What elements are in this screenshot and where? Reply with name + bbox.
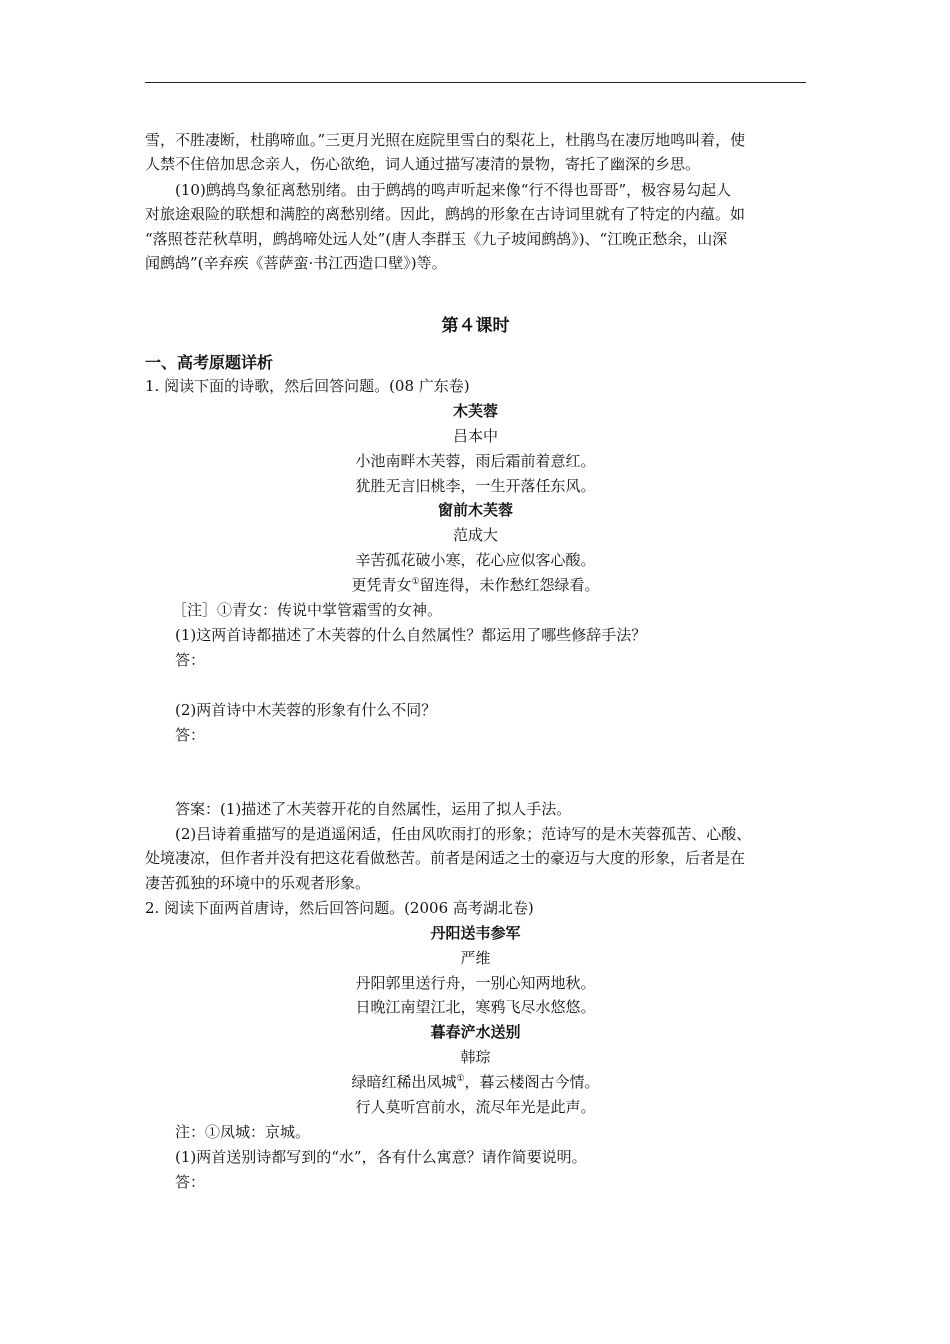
para10-line-2: 对旅途艰险的联想和满腔的离愁别绪。因此，鹧鸪的形象在古诗词里就有了特定的内蕴。如 [145,205,746,223]
q2-stem: 2. 阅读下面两首唐诗，然后回答问题。(2006 高考湖北卷) [145,899,534,917]
q2-poem2-line-2: 行人莫听宫前水，流尽年光是此声。 [355,1098,596,1116]
para10-line-4: 闻鹧鸪”(辛弃疾《菩萨蛮·书江西造口壁》)等。 [145,254,447,272]
q1-poem2-line-2 [145,573,806,597]
q2-poem2-title: 暮春浐水送别 [430,1023,521,1041]
q2-poem1-author: 严维 [460,949,491,967]
q2-poem2-line-1 [145,1070,806,1094]
q1-poem2-author: 范成大 [452,526,498,544]
footnote-marker: ① [456,1074,465,1084]
q2-poem2-line-1-part-b: ，暮云楼阁古今情。 [464,1073,600,1091]
intro-line-2: 人禁不住倍加思念亲人，伤心欲绝，词人通过描写凄清的景物，寄托了幽深的乡思。 [145,155,701,173]
q1-stem: 1. 阅读下面的诗歌，然后回答问题。(08 广东卷) [145,377,470,395]
q1-answer-label-2: 答： [175,726,206,744]
q2-poem2-line-1-part-a: 绿暗红稀出凤城 [351,1073,457,1091]
q1-sub-question-2: (2)两首诗中木芙蓉的形象有什么不同？ [175,701,437,719]
q2-poem1-line-2: 日晚江南望江北，寒鸦飞尽水悠悠。 [355,998,596,1016]
q2-answer-label-1: 答： [175,1173,206,1191]
q2-poem1-title: 丹阳送韦参军 [430,924,521,942]
q2-poem2-author: 韩琮 [460,1048,491,1066]
para10-line-3: “落照苍茫秋草明，鹧鸪啼处远人处”(唐人李群玉《九子坡闻鹧鸪》)、“江晚正愁余，山深 [145,230,728,248]
q1-answer-line-2: (2)吕诗着重描写的是逍遥闲适，任由风吹雨打的形象；范诗写的是木芙蓉孤苦、心酸、 [175,825,752,843]
q1-poem1-author: 吕本中 [452,427,498,445]
q2-note: 注：①凤城：京城。 [175,1123,311,1141]
section-title: 一、高考原题详析 [145,353,274,372]
q1-poem1-title: 木芙蓉 [452,402,498,420]
q1-answer-line-3: 处境凄凉，但作者并没有把这花看做愁苦。前者是闲适之士的豪迈与大度的形象，后者是在 [145,849,746,867]
q1-note: ［注］①青女：传说中掌管霜雪的女神。 [172,601,443,619]
q1-sub-question-1: (1)这两首诗都描述了木芙蓉的什么自然属性？都运用了哪些修辞手法？ [175,626,647,644]
q1-poem2-title: 窗前木芙蓉 [437,501,513,519]
para10-line-1: (10)鹧鸪鸟象征离愁别绪。由于鹧鸪的鸣声听起来像“行不得也哥哥”，极容易勾起人 [175,181,732,199]
q1-answer-label-1: 答： [175,651,206,669]
q2-sub-question-1: (1)两首送别诗都写到的“水”，各有什么寓意？请作简要说明。 [175,1148,587,1166]
footnote-marker: ① [411,577,420,587]
q2-poem1-line-1: 丹阳郭里送行舟，一别心知两地秋。 [355,974,596,992]
q1-poem2-line-1: 辛苦孤花破小寒，花心应似客心酸。 [355,551,596,569]
q1-answer-line-1: 答案：(1)描述了木芙蓉开花的自然属性，运用了拟人手法。 [175,800,572,818]
q1-poem2-line-2-part-b: 留连得，未作愁红怨绿看。 [419,576,600,594]
q1-poem1-line-1: 小池南畔木芙蓉，雨后霜前着意红。 [355,452,596,470]
lesson-title: 第４课时 [441,316,510,336]
header-rule [145,82,806,83]
q1-answer-line-4: 凄苦孤独的环境中的乐观者形象。 [145,874,371,892]
q1-poem1-line-2: 犹胜无言旧桃李，一生开落任东风。 [355,477,596,495]
intro-line-1: 雪，不胜凄断，杜鹃啼血。”三更月光照在庭院里雪白的梨花上，杜鹃鸟在凄厉地鸣叫着，使 [145,131,746,149]
q1-poem2-line-2-part-a: 更凭青女 [351,576,412,594]
